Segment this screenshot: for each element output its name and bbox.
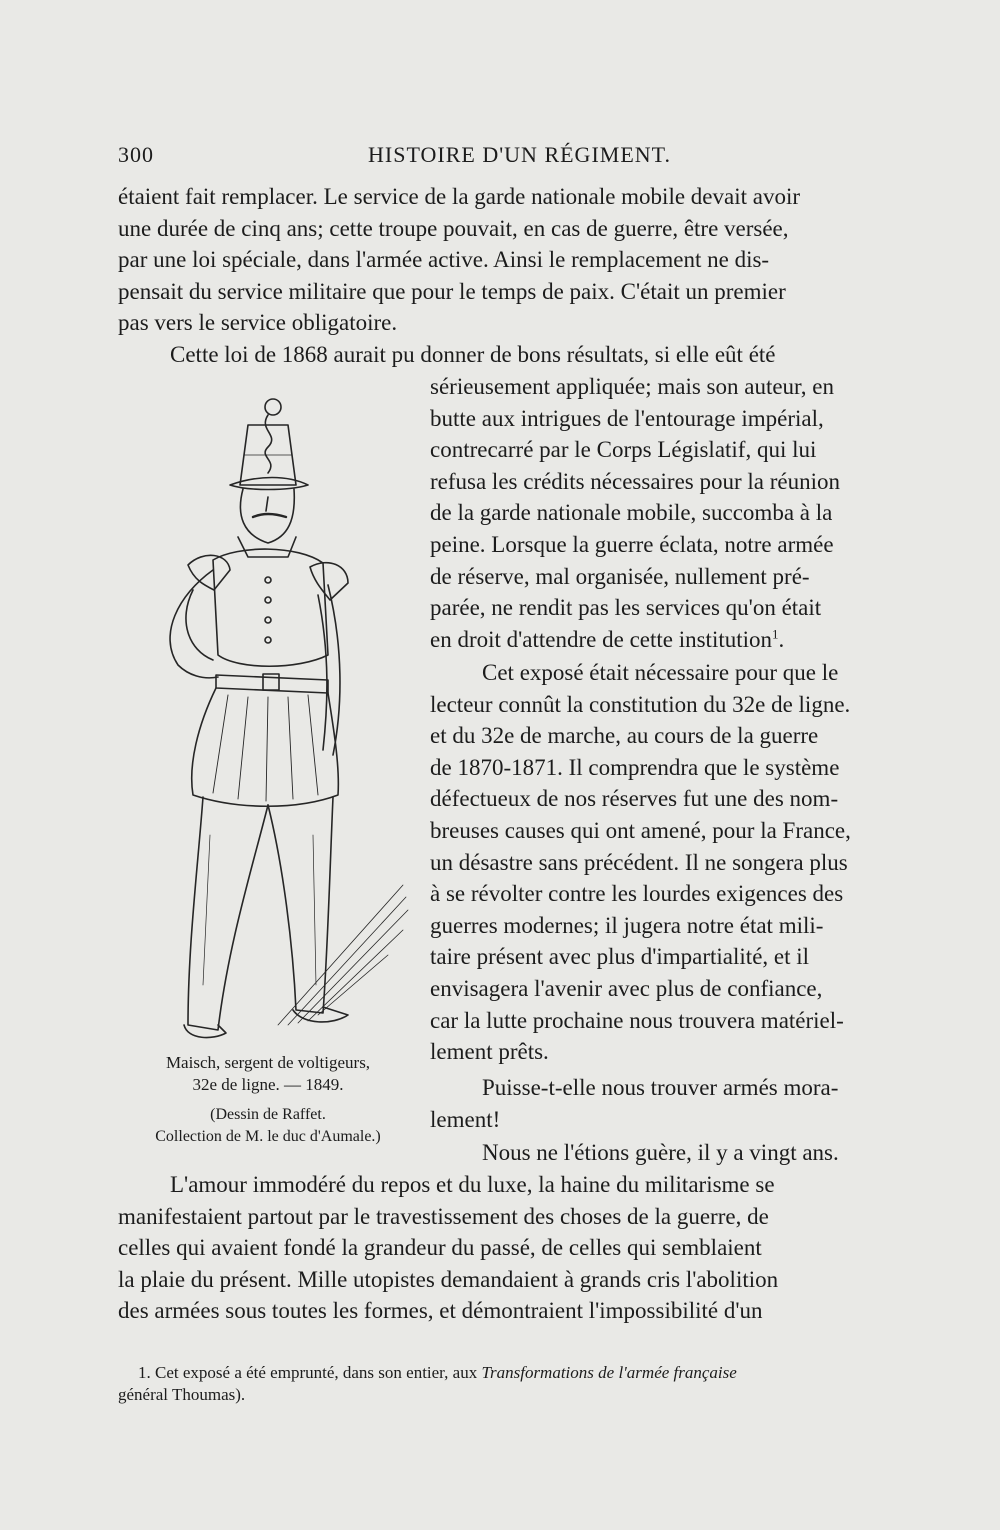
footnote-line (118, 1362, 912, 1384)
text-line: en droit d'attendre de cette institution$^1$. (430, 626, 785, 652)
text-line: car la lutte prochaine nous trouvera matériel- (430, 1007, 844, 1033)
text-line: pas vers le service obligatoire. (118, 310, 398, 336)
paragraph-1 (118, 181, 912, 339)
text-line: Cette loi de 1868 aurait pu donner de bons résultats, si elle eût été (170, 342, 776, 367)
page-header (118, 142, 912, 172)
text-line: à se révolter contre les lourdes exigences des (430, 881, 844, 907)
soldier-engraving-icon (118, 385, 418, 1065)
paragraph-2-first-line (118, 339, 912, 371)
credit-line: Collection de M. le duc d'Aumale.) (155, 1128, 381, 1145)
text-line: L'amour immodéré du repos et du luxe, la haine du militarisme se (170, 1172, 775, 1197)
text-line: celles qui avaient fondé la grandeur du passé, de celles qui semblaient (118, 1235, 762, 1261)
caption-line: Maisch, sergent de voltigeurs, (165, 1053, 371, 1072)
text-line: un désastre sans précédent. Il ne songera plus (430, 849, 848, 875)
soldier-illustration (118, 385, 418, 1065)
text-line: Puisse-t-elle nous trouver armés mora- (482, 1075, 839, 1100)
text-line: lement! (430, 1106, 501, 1132)
text-line: breuses causes qui ont amené, pour la France, (430, 817, 851, 843)
footnote-reference[interactable]: 1 (772, 626, 779, 642)
text-line: guerres modernes; il jugera notre état mili- (430, 912, 824, 938)
text-line: sérieusement appliquée; mais son auteur, en (430, 374, 835, 399)
page-number: 300 (118, 142, 154, 167)
text-fragment: en droit d'attendre de cette institution (430, 626, 773, 652)
text-line: étaient fait remplacer. Le service de la garde nationale mobile devait avoir (118, 184, 801, 209)
text-line: refusa les crédits nécessaires pour la réunion (430, 468, 841, 494)
running-title: HISTOIRE D'UN RÉGIMENT. (368, 142, 671, 167)
footnote-italic-title: Transformations de l'armée française (481, 1363, 737, 1382)
paragraph-4 (430, 1072, 912, 1135)
paragraph-2-continued (430, 371, 912, 655)
text-line: de réserve, mal organisée, nullement pré- (430, 563, 810, 589)
text-line: des armées sous toutes les formes, et démontraient l'impossibilité d'un (118, 1298, 763, 1324)
caption-line: 32e de ligne. — 1849. (192, 1075, 344, 1094)
footnote (118, 1362, 912, 1406)
text-line: une durée de cinq ans; cette troupe pouvait, en cas de guerre, être versée, (118, 215, 789, 241)
text-line: défectueux de nos réserves fut une des nom- (430, 786, 839, 812)
paragraph-6 (118, 1169, 912, 1327)
text-line: pensait du service militaire que pour le temps de paix. C'était un premier (118, 278, 786, 304)
text-line: parée, ne rendit pas les services qu'on était (430, 595, 822, 621)
text-line: de 1870-1871. Il comprendra que le système (430, 754, 840, 780)
text-line: contrecarré par le Corps Législatif, qui lui (430, 437, 817, 463)
text-line: lement prêts. (430, 1039, 549, 1065)
footnote-line: général Thoumas). (118, 1385, 246, 1404)
text-line: manifestaient partout par le travestissement des choses de la guerre, de (118, 1203, 769, 1229)
text-line: taire présent avec plus d'impartialité, et il (430, 944, 810, 970)
text-line: par une loi spéciale, dans l'armée active. Ainsi le remplacement ne dis- (118, 247, 770, 273)
text-line: envisagera l'avenir avec plus de confiance, (430, 975, 823, 1001)
text-line: de la garde nationale mobile, succomba à la (430, 500, 833, 526)
footnote-text: 1. Cet exposé a été emprunté, dans son entier, aux (138, 1363, 482, 1382)
text-line: la plaie du présent. Mille utopistes demandaient à grands cris l'abolition (118, 1266, 779, 1292)
text-line: peine. Lorsque la guerre éclata, notre armée (430, 531, 834, 557)
credit-line: (Dessin de Raffet. (210, 1106, 326, 1123)
figure-caption (118, 1052, 418, 1096)
text-line: Cet exposé était nécessaire pour que le (482, 660, 839, 685)
text-line: et du 32e de marche, au cours de la guerre (430, 723, 819, 749)
text-line: butte aux intrigues de l'entourage impérial, (430, 405, 824, 431)
text-line: Nous ne l'étions guère, il y a vingt ans. (482, 1140, 839, 1165)
figure-credit (118, 1104, 418, 1148)
paragraph-5 (430, 1137, 912, 1169)
paragraph-3 (430, 657, 912, 1068)
text-line: lecteur connût la constitution du 32e de ligne. (430, 691, 851, 717)
